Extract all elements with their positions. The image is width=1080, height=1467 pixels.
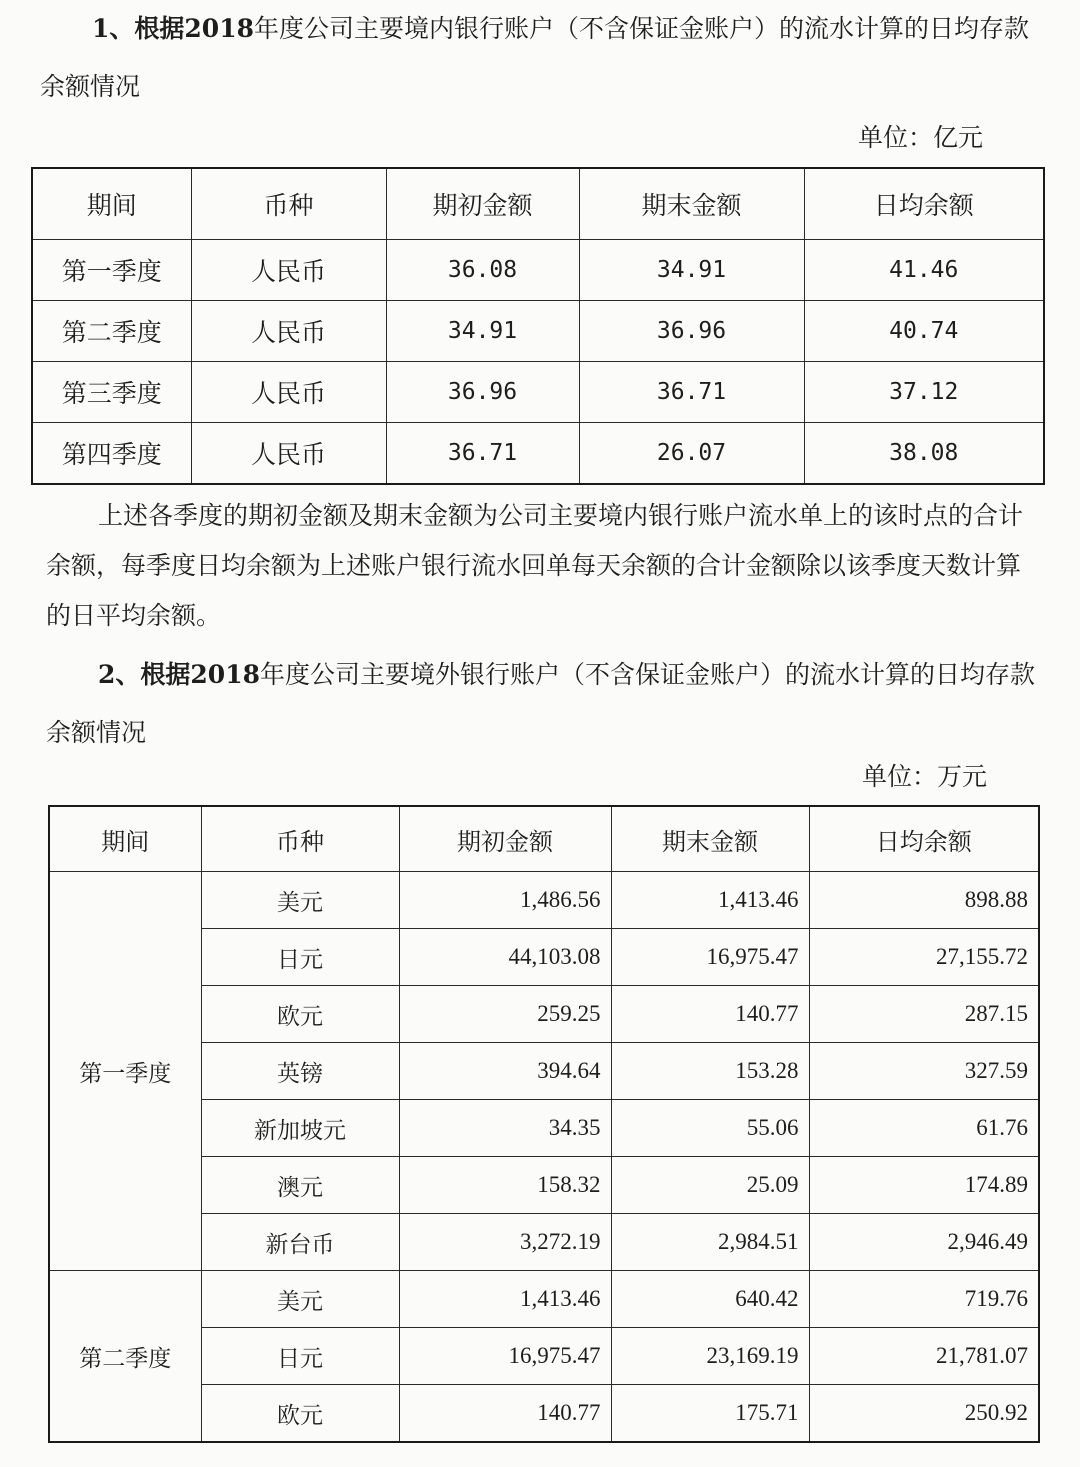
- section2-heading: [46, 646, 1046, 762]
- daily-average-cell: 61.76: [809, 1100, 1039, 1157]
- opening-amount-cell: 259.25: [399, 986, 611, 1043]
- section2-unit: 单位：万元: [862, 762, 988, 791]
- section1-heading-year: 2018: [184, 14, 254, 43]
- section2-heading-year: 2018: [190, 660, 260, 689]
- header-opening-amount: 期初金额: [386, 168, 579, 240]
- daily-average-cell: 250.92: [809, 1385, 1039, 1443]
- period-cell-q2: 第二季度: [49, 1271, 201, 1443]
- currency-cell: 美元: [201, 1271, 399, 1328]
- closing-amount-cell: 140.77: [611, 986, 809, 1043]
- opening-amount-cell: 1,413.46: [399, 1271, 611, 1328]
- closing-amount-cell: 2,984.51: [611, 1214, 809, 1271]
- opening-amount-cell: 140.77: [399, 1385, 611, 1443]
- currency-cell: 欧元: [201, 1385, 399, 1443]
- period-cell: 第一季度: [32, 240, 191, 301]
- daily-average-cell: 37.12: [804, 362, 1044, 423]
- daily-average-cell: 287.15: [809, 986, 1039, 1043]
- opening-amount-cell: 3,272.19: [399, 1214, 611, 1271]
- opening-amount-cell: 34.35: [399, 1100, 611, 1157]
- closing-amount-cell: 55.06: [611, 1100, 809, 1157]
- header-period: 期间: [32, 168, 191, 240]
- opening-amount-cell: 36.96: [386, 362, 579, 423]
- period-cell: 第二季度: [32, 301, 191, 362]
- period-cell-q1: 第一季度: [49, 872, 201, 1271]
- opening-amount-cell: 44,103.08: [399, 929, 611, 986]
- daily-average-cell: 898.88: [809, 872, 1039, 929]
- currency-cell: 日元: [201, 1328, 399, 1385]
- domestic-balance-table: [31, 167, 1045, 485]
- section1-heading: [40, 0, 1040, 116]
- section1-unit: 单位：亿元: [858, 123, 984, 152]
- section1-heading-text: 年度公司主要境内银行账户（不含保证金账户）的流水计算的日均存款余额情况: [40, 14, 1030, 101]
- opening-amount-cell: 394.64: [399, 1043, 611, 1100]
- daily-average-cell: 21,781.07: [809, 1328, 1039, 1385]
- header-daily-average: 日均余额: [804, 168, 1044, 240]
- closing-amount-cell: 153.28: [611, 1043, 809, 1100]
- opening-amount-cell: 36.08: [386, 240, 579, 301]
- daily-average-cell: 38.08: [804, 423, 1044, 485]
- table-row: [32, 240, 1044, 301]
- daily-average-cell: 27,155.72: [809, 929, 1039, 986]
- header-opening-amount: 期初金额: [399, 806, 611, 872]
- currency-cell: 人民币: [191, 301, 386, 362]
- section2-heading-num: 2、根据: [98, 660, 191, 689]
- period-cell: 第三季度: [32, 362, 191, 423]
- closing-amount-cell: 640.42: [611, 1271, 809, 1328]
- closing-amount-cell: 16,975.47: [611, 929, 809, 986]
- currency-cell: 日元: [201, 929, 399, 986]
- overseas-balance-table: [48, 805, 1040, 1443]
- explanation-paragraph: 上述各季度的期初金额及期末金额为公司主要境内银行账户流水单上的该时点的合计余额，每季度日均余额为上述账户银行流水回单每天余额的合计金额除以该季度天数计算的日平均余额。: [46, 501, 1024, 630]
- daily-average-cell: 40.74: [804, 301, 1044, 362]
- opening-amount-cell: 158.32: [399, 1157, 611, 1214]
- table-row: [49, 872, 1039, 929]
- closing-amount-cell: 34.91: [579, 240, 804, 301]
- daily-average-cell: 41.46: [804, 240, 1044, 301]
- table-header-row: [49, 806, 1039, 872]
- currency-cell: 人民币: [191, 423, 386, 485]
- daily-average-cell: 719.76: [809, 1271, 1039, 1328]
- header-closing-amount: 期末金额: [579, 168, 804, 240]
- opening-amount-cell: 36.71: [386, 423, 579, 485]
- closing-amount-cell: 175.71: [611, 1385, 809, 1443]
- currency-cell: 美元: [201, 872, 399, 929]
- header-currency: 币种: [191, 168, 386, 240]
- currency-cell: 英镑: [201, 1043, 399, 1100]
- opening-amount-cell: 1,486.56: [399, 872, 611, 929]
- currency-cell: 欧元: [201, 986, 399, 1043]
- daily-average-cell: 327.59: [809, 1043, 1039, 1100]
- header-period: 期间: [49, 806, 201, 872]
- closing-amount-cell: 26.07: [579, 423, 804, 485]
- closing-amount-cell: 36.96: [579, 301, 804, 362]
- currency-cell: 新台币: [201, 1214, 399, 1271]
- table-row: [32, 362, 1044, 423]
- currency-cell: 人民币: [191, 240, 386, 301]
- closing-amount-cell: 1,413.46: [611, 872, 809, 929]
- currency-cell: 新加坡元: [201, 1100, 399, 1157]
- period-cell: 第四季度: [32, 423, 191, 485]
- table-header-row: [32, 168, 1044, 240]
- header-daily-average: 日均余额: [809, 806, 1039, 872]
- section1-heading-num: 1、根据: [92, 14, 185, 43]
- closing-amount-cell: 25.09: [611, 1157, 809, 1214]
- closing-amount-cell: 36.71: [579, 362, 804, 423]
- table-row: [32, 301, 1044, 362]
- section2-heading-text: 年度公司主要境外银行账户（不含保证金账户）的流水计算的日均存款余额情况: [46, 660, 1036, 747]
- header-closing-amount: 期末金额: [611, 806, 809, 872]
- header-currency: 币种: [201, 806, 399, 872]
- opening-amount-cell: 34.91: [386, 301, 579, 362]
- currency-cell: 澳元: [201, 1157, 399, 1214]
- daily-average-cell: 2,946.49: [809, 1214, 1039, 1271]
- table-row: [32, 423, 1044, 485]
- daily-average-cell: 174.89: [809, 1157, 1039, 1214]
- closing-amount-cell: 23,169.19: [611, 1328, 809, 1385]
- currency-cell: 人民币: [191, 362, 386, 423]
- table-row: [49, 1271, 1039, 1328]
- opening-amount-cell: 16,975.47: [399, 1328, 611, 1385]
